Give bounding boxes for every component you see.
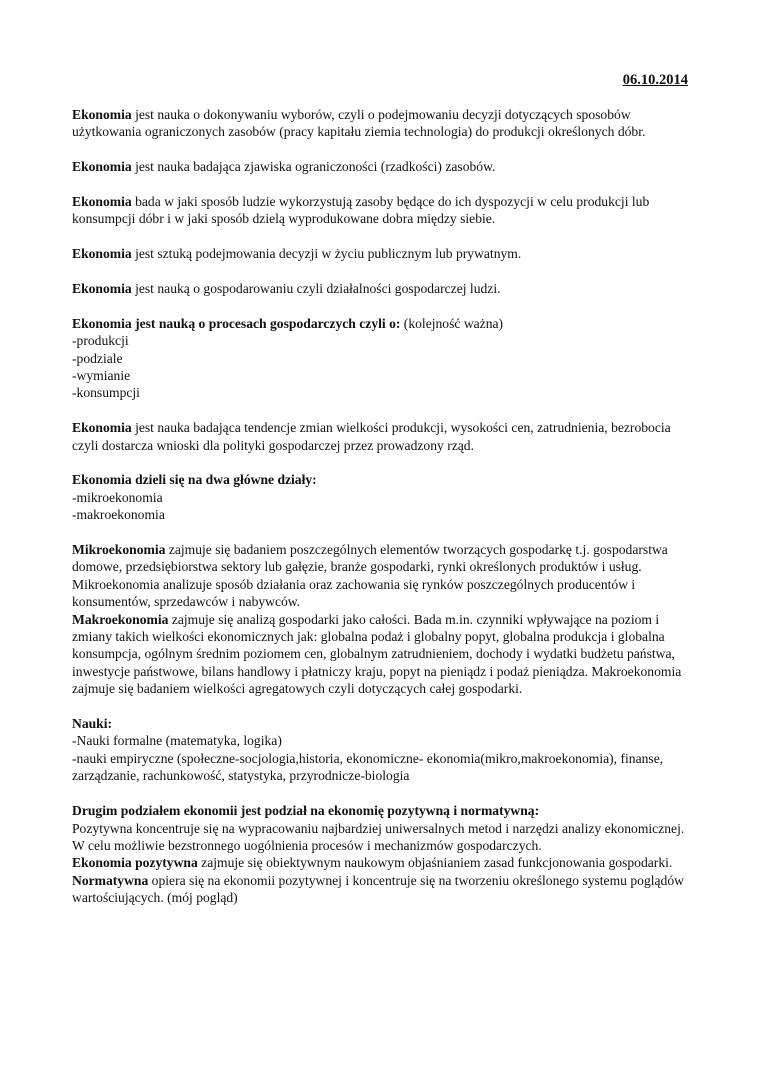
micro-paragraph <box>72 541 697 611</box>
macro-term: Makroekonomia <box>72 611 169 627</box>
micro-term: Mikroekonomia <box>72 542 166 558</box>
micro-text: zajmuje się badaniem poszczególnych elementów tworzących gospodarkę t.j. gospodarstwa domowe, przedsiębiorstwa sektory lub gałęzie, branże gospodarki, rynki określonych produktów i usług. Mikroekonomia analizuje sposób działania oraz zachowania się rynków poszczególnych producentów i konsumentów, sprzedawców i nabywców. <box>72 542 668 610</box>
definition-paragraph <box>72 193 697 228</box>
definition-term: Ekonomia <box>72 194 132 209</box>
processes-section <box>72 315 697 402</box>
definition-text: bada w jaki sposób ludzie wykorzystują zasoby będące do ich dyspozycji w celu produkcji lub konsumpcji dóbr i w jaki sposób dzielą wyprodukowane dobra między siebie. <box>72 194 650 227</box>
normative-paragraph <box>72 872 697 907</box>
definition-paragraph <box>72 419 697 454</box>
definition-text: jest sztuką podejmowania decyzji w życiu publicznym lub prywatnym. <box>131 246 522 262</box>
definition-text: jest nauka badająca zjawiska ograniczoności (rzadkości) zasobów. <box>131 159 496 175</box>
definition-text: jest nauka badająca tendencje zmian wielkości produkcji, wysokości cen, zatrudnienia, bezrobocia czyli dostarcza wnioski dla polityki gospodarczej przez prowadzony rząd. <box>72 420 671 453</box>
sciences-section <box>72 715 697 785</box>
divisions-heading: Ekonomia dzieli się na dwa główne działy: <box>72 472 317 488</box>
positive-text: zajmuje się obiektywnym naukowym objaśnianiem zasad funkcjonowania gospodarki. <box>197 855 673 871</box>
processes-note: (kolejność ważna) <box>400 315 504 331</box>
processes-heading: Ekonomia jest nauką o procesach gospodarczych czyli o: <box>72 315 401 331</box>
list-item: -podziale <box>72 350 123 366</box>
positive-term: Ekonomia pozytywna <box>72 855 198 871</box>
definition-term: Ekonomia <box>72 107 132 122</box>
list-item: -Nauki formalne (matematyka, logika) <box>72 733 282 749</box>
definition-term: Ekonomia <box>72 281 132 296</box>
document-date: 06.10.2014 <box>622 72 688 88</box>
definition-paragraph <box>72 280 697 297</box>
normative-term: Normatywna <box>72 872 149 888</box>
positive-paragraph <box>72 854 697 871</box>
normative-text: opiera się na ekonomii pozytywnej i koncentruje się na tworzeniu określonego systemu poglądów wartościujących. (mój pogląd) <box>72 872 684 906</box>
definition-term: Ekonomia <box>72 159 132 175</box>
list-item: -konsumpcji <box>72 385 140 401</box>
list-item: -produkcji <box>72 333 129 349</box>
definition-text: jest nauką o gospodarowaniu czyli działalności gospodarczej ludzi. <box>131 281 501 296</box>
definition-term: Ekonomia <box>72 420 132 436</box>
processes-heading-line <box>72 315 697 332</box>
document-body <box>72 106 697 907</box>
second-division-heading: Drugim podziałem ekonomii jest podział na ekonomię pozytywną i normatywną: <box>72 803 540 819</box>
list-item: -wymianie <box>72 368 131 384</box>
divisions-section <box>72 471 697 523</box>
definition-term: Ekonomia <box>72 246 132 262</box>
list-item: -mikroekonomia <box>72 489 163 505</box>
macro-text: zajmuje się analizą gospodarki jako całości. Bada m.in. czynniki wpływające na poziom i zmiany takich wielkości ekonomicznych jak: globalna podaż i globalny popyt, globalna produkcja i globalna konsumpcja, ogólnym średnim poziomem cen, globalnym zatrudnieniem, dochody i wydatki budżetu państwa, inwestycje państwowe, bilans handlowy i płatniczy kraju, popyt na pieniądz i podaż pieniądza. Makroekonomia zajmuje się badaniem wielkości agregatowych czyli dotyczących całej gospodarki. <box>72 611 682 697</box>
list-item: -nauki empiryczne (społeczne-socjologia,historia, ekonomiczne- ekonomia(mikro,makroekonomia), finanse, zarządzanie, rachunkowość, statystyka, przyrodnicze-biologia <box>72 750 664 784</box>
list-item: -makroekonomia <box>72 507 165 523</box>
definition-text: jest nauka o dokonywaniu wyborów, czyli o podejmowaniu decyzji dotyczących sposobów użytkowania ograniczonych zasobów (pracy kapitału ziemia technologia) do produkcji określonych dóbr. <box>72 107 646 140</box>
definition-paragraph <box>72 106 697 141</box>
macro-paragraph <box>72 611 697 698</box>
second-division-text: Pozytywna koncentruje się na wypracowaniu najbardziej uniwersalnych metod i narzędzi analizy ekonomicznej. W celu możliwie bezstronnego uogólnienia procesów i mechanizmów gospodarczych. <box>72 820 685 853</box>
sciences-heading: Nauki: <box>72 716 113 732</box>
definition-paragraph <box>72 158 697 175</box>
definition-paragraph <box>72 245 697 262</box>
second-division-section <box>72 802 697 906</box>
